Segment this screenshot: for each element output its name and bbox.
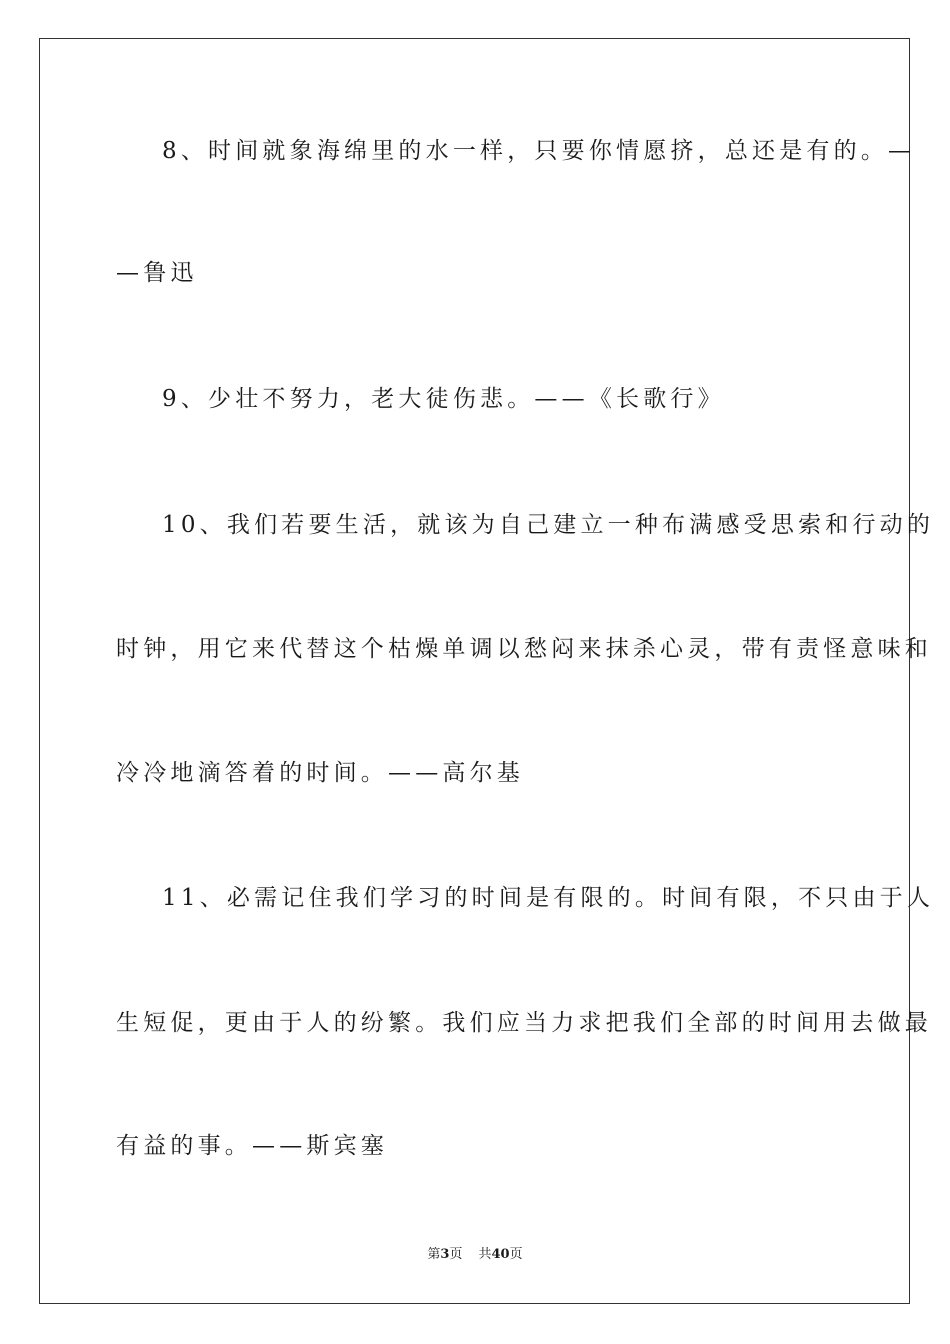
total-prefix: 共 [478, 1247, 492, 1262]
quote-10-line-3: 冷冷地滴答着的时间。——高尔基 [116, 760, 524, 786]
page-frame [39, 38, 935, 1304]
page-footer [0, 1246, 950, 1264]
quote-8-line-2: —鲁迅 [116, 260, 198, 286]
page-suffix: 页 [449, 1247, 463, 1262]
quote-8-line-1: 8、时间就象海绵里的水一样，只要你情愿挤，总还是有的。— [162, 138, 916, 164]
page-prefix: 第 [427, 1247, 441, 1262]
quote-11-line-2: 生短促，更由于人的纷繁。我们应当力求把我们全部的时间用去做最 [116, 1010, 932, 1036]
quote-10-line-1: 10、我们若要生活，就该为自己建立一种布满感受思索和行动的 [162, 512, 935, 538]
quote-11-line-1: 11、必需记住我们学习的时间是有限的。时间有限，不只由于人 [162, 885, 935, 911]
page-number: 3 [440, 1247, 450, 1262]
quote-9-line-1: 9、少壮不努力，老大徒伤悲。——《长歌行》 [162, 386, 725, 412]
total-pages: 40 [491, 1247, 510, 1262]
total-suffix: 页 [509, 1247, 523, 1262]
quote-10-line-2: 时钟，用它来代替这个枯燥单调以愁闷来抹杀心灵，带有责怪意味和 [116, 636, 932, 662]
quote-11-line-3: 有益的事。——斯宾塞 [116, 1133, 388, 1159]
